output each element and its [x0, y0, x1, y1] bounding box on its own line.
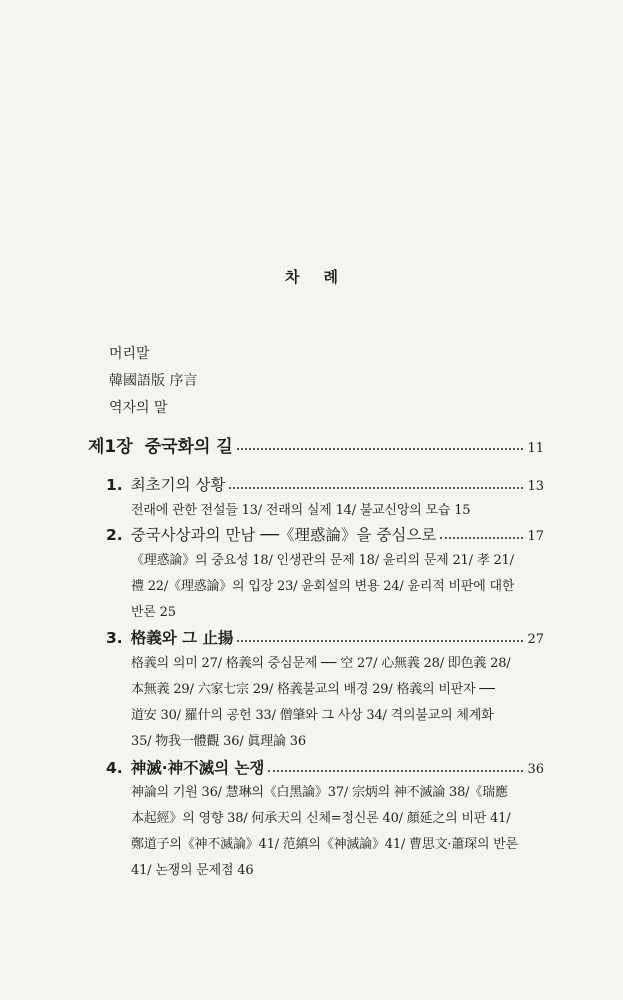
section-number: 1. [106, 476, 123, 494]
section-heading [106, 756, 544, 778]
section-title: 중국사상과의 만남 ──《理惑論》을 중심으로 [130, 526, 437, 544]
leader-dots [268, 770, 523, 772]
chapter-number: 제1장 [88, 437, 133, 457]
front-matter-item: 머리말 [109, 346, 150, 362]
section-number: 3. [106, 629, 123, 647]
toc-title-char: 례 [323, 268, 338, 286]
section-detail-line: 本起經》의 영향 38/ 何承天의 신체=정신론 40/ 顏延之의 비판 41/ [131, 811, 511, 826]
section-heading [106, 626, 544, 648]
section-detail-line: 41/ 논쟁의 문제점 46 [131, 863, 254, 878]
chapter-title: 중국화의 길 [144, 437, 233, 457]
section-title: 최초기의 상황 [130, 476, 226, 494]
toc-title-char: 차 [285, 268, 300, 286]
section-detail-line: 鄭道子의《神不滅論》41/ 范縝의《神滅論》41/ 曹思文·蕭琛의 반론 [131, 837, 518, 852]
section-detail-line: 《理惑論》의 중요성 18/ 인생관의 문제 18/ 윤리의 문제 21/ 孝 21/ [131, 553, 514, 568]
leader-dots [237, 448, 524, 450]
leader-dots [237, 640, 523, 642]
section-detail-line: 禮 22/《理惑論》의 입장 23/ 윤회설의 변용 24/ 윤리적 비판에 대한 [131, 579, 515, 594]
section-title: 格義와 그 止揚 [130, 629, 234, 647]
chapter-heading [88, 432, 544, 457]
section-detail-line: 格義의 의미 27/ 格義의 중심문제 ── 空 27/ 心無義 28/ 即色義 28/ [131, 656, 511, 671]
front-matter-item: 역자의 말 [109, 400, 168, 416]
chapter-page: 11 [527, 441, 544, 456]
section-heading [106, 473, 544, 495]
section-detail-line: 神論의 기원 36/ 慧琳의《白黑論》37/ 宗炳의 神不滅論 38/《瑞應 [131, 785, 508, 800]
section-title: 神滅·神不滅의 논쟁 [130, 759, 265, 777]
section-page: 36 [527, 762, 544, 777]
section-heading [106, 523, 544, 545]
section-page: 13 [527, 479, 544, 494]
section-detail-line: 전래에 관한 전설들 13/ 전래의 실제 14/ 불교신앙의 모습 15 [131, 503, 471, 518]
leader-dots [229, 487, 523, 489]
toc-title [0, 266, 623, 287]
section-number: 4. [106, 759, 123, 777]
section-detail-line: 반론 25 [131, 605, 176, 620]
front-matter-item: 韓國語版 序言 [109, 373, 198, 389]
section-detail-line: 道安 30/ 羅什의 공헌 33/ 僧肇와 그 사상 34/ 격의불교의 체계화 [131, 708, 494, 723]
leader-dots [440, 537, 523, 539]
section-page: 17 [527, 529, 544, 544]
section-page: 27 [527, 632, 544, 647]
section-detail-line: 35/ 物我一體觀 36/ 眞理論 36 [131, 734, 306, 749]
section-number: 2. [106, 526, 123, 544]
section-detail-line: 本無義 29/ 六家七宗 29/ 格義불교의 배경 29/ 格義의 비판자 ── [131, 682, 495, 697]
